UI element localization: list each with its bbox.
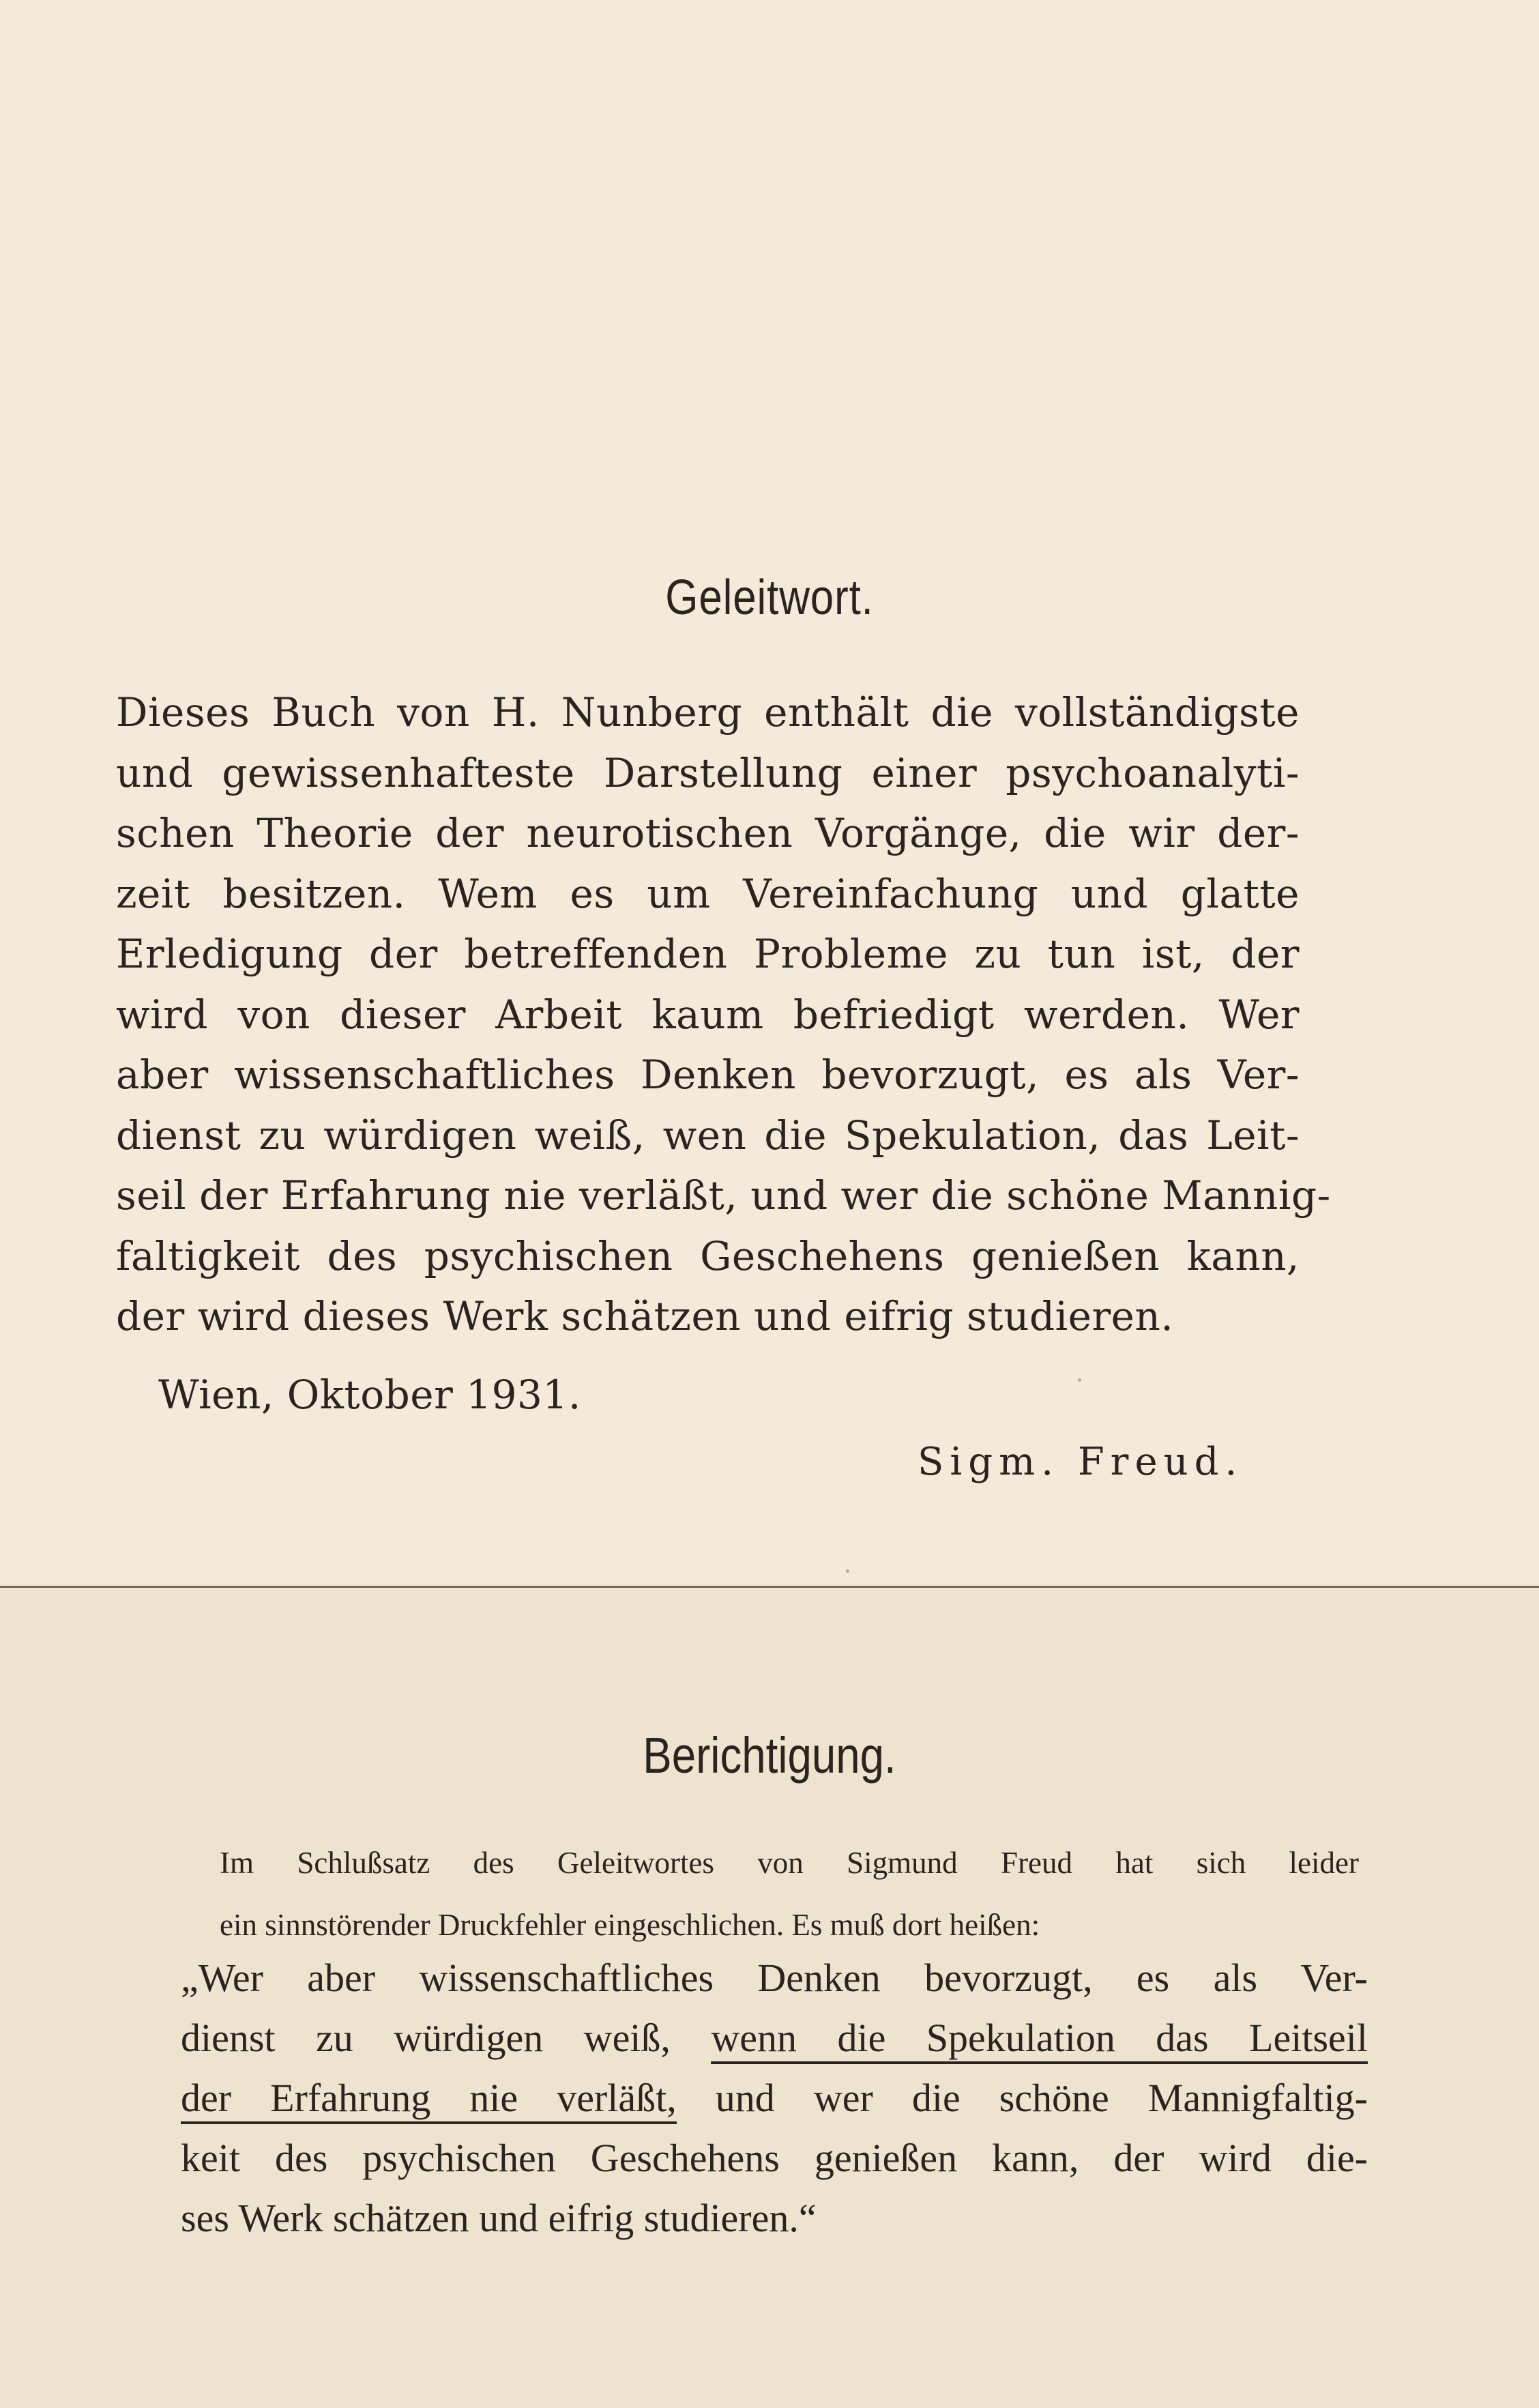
paper-speck: [846, 1569, 849, 1573]
paper-speck: [1078, 1378, 1081, 1382]
foreword-line: der wird dieses Werk schätzen und eifrig studieren.: [116, 1293, 1174, 1339]
foreword-line: schen Theorie der neurotischen Vorgänge, die wir der-: [116, 810, 1300, 856]
page-divider-line: [0, 1586, 1539, 1588]
quote-line: [181, 2068, 1368, 2128]
foreword-line: Dieses Buch von H. Nunberg enthält die vollständigste: [116, 689, 1300, 736]
foreword-body: [116, 682, 1331, 1347]
quote-line: keit des psychischen Geschehens genießen kann, der wird die-: [181, 2136, 1368, 2180]
quote-line: „Wer aber wissenschaftliches Denken bevorzugt, es als Ver-: [181, 1956, 1368, 2000]
foreword-line: wird von dieser Arbeit kaum befriedigt werden. Wer: [116, 991, 1300, 1038]
corrected-quote: [181, 1948, 1368, 2248]
foreword-line: zeit besitzen. Wem es um Vereinfachung und glatte: [116, 870, 1300, 917]
foreword-line: faltigkeit des psychischen Geschehens genießen kann,: [116, 1232, 1300, 1279]
quote-line: [181, 2008, 1368, 2068]
quote-text: dienst zu würdigen weiß,: [181, 2016, 671, 2060]
correction-intro-line: ein sinnstörender Druckfehler eingeschlichen. Es muß dort heißen:: [220, 1908, 1040, 1942]
quote-text: und wer die schöne Mannigfaltig-: [715, 2076, 1368, 2120]
underlined-correction: der Erfahrung nie verläßt,: [181, 2076, 677, 2124]
place-and-date: Wien, Oktober 1931.: [158, 1372, 581, 1418]
foreword-line: aber wissenschaftliches Denken bevorzugt, es als Ver-: [116, 1051, 1300, 1098]
correction-title: Berichtigung.: [643, 1727, 896, 1784]
underlined-correction: wenn die Spekulation das Leitseil: [711, 2016, 1368, 2064]
foreword-line: seil der Erfahrung nie verläßt, und wer die schöne Mannig-: [116, 1172, 1331, 1219]
foreword-title: Geleitwort.: [665, 570, 874, 625]
quote-line: ses Werk schätzen und eifrig studieren.“: [181, 2196, 817, 2240]
correction-intro-line: Im Schlußsatz des Geleitwortes von Sigmund Freud hat sich leider: [220, 1846, 1359, 1880]
correction-intro: [220, 1832, 1359, 1956]
foreword-line: und gewissenhafteste Darstellung einer psychoanalyti-: [116, 749, 1300, 796]
foreword-line: Erledigung der betreffenden Probleme zu tun ist, der: [116, 931, 1300, 977]
foreword-line: dienst zu würdigen weiß, wen die Spekulation, das Leit-: [116, 1112, 1300, 1159]
signature: Sigm. Freud.: [918, 1440, 1244, 1484]
